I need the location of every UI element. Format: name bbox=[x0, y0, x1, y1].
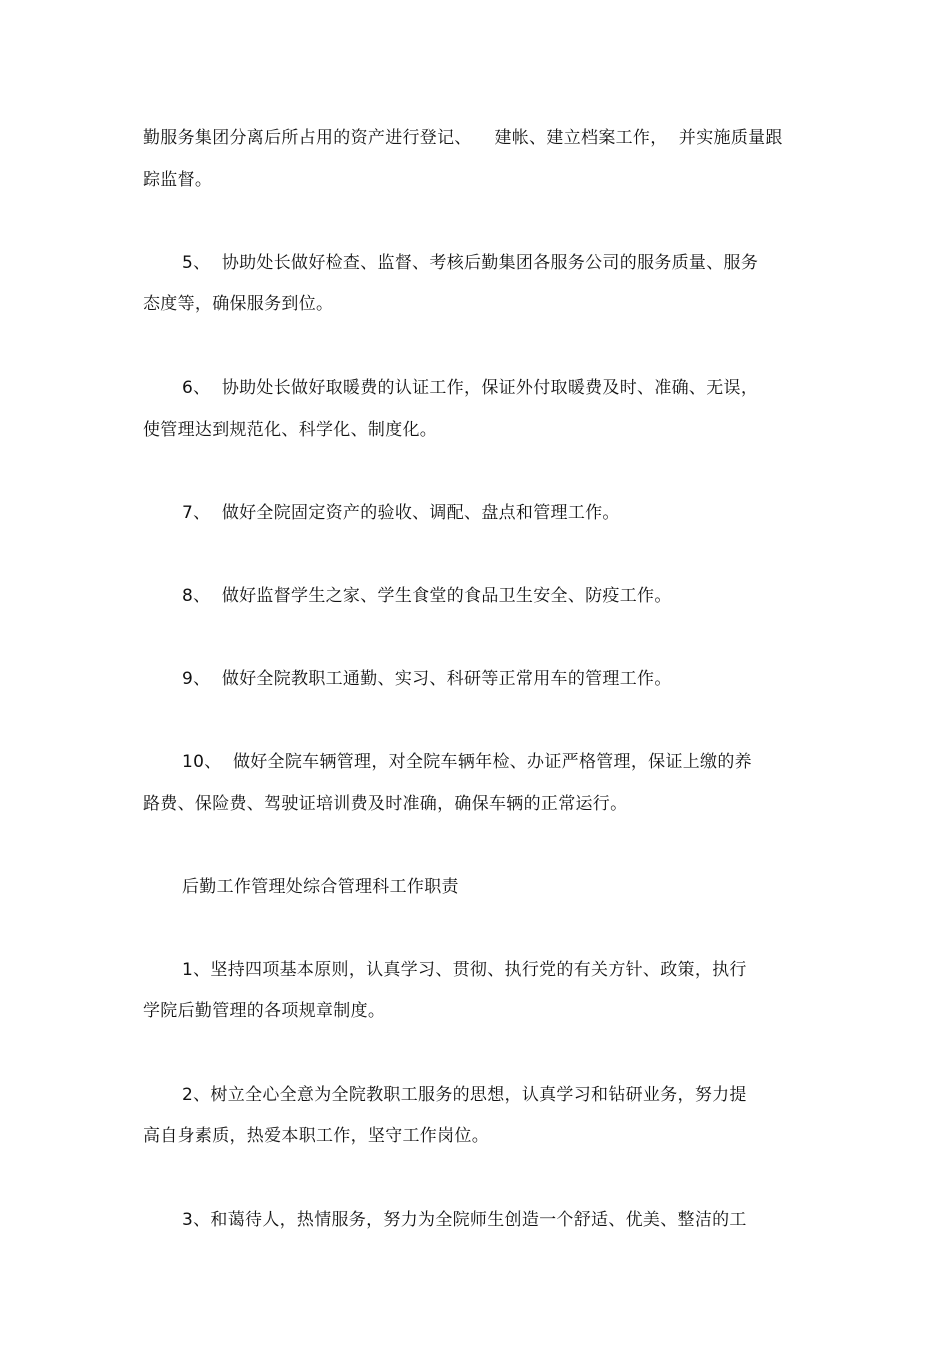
paragraph-line: 使管理达到规范化、科学化、制度化。 bbox=[143, 420, 438, 440]
paragraph-line: 10、 做好全院车辆管理，对全院车辆年检、办证严格管理，保证上缴的养 bbox=[182, 752, 752, 772]
paragraph-line: 3、和蔼待人，热情服务，努力为全院师生创造一个舒适、优美、整洁的工 bbox=[182, 1210, 747, 1230]
paragraph-line: 8、 做好监督学生之家、学生食堂的食品卫生安全、防疫工作。 bbox=[182, 586, 672, 606]
paragraph-line: 9、 做好全院教职工通勤、实习、科研等正常用车的管理工作。 bbox=[182, 669, 672, 689]
paragraph-line: 踪监督。 bbox=[143, 170, 213, 190]
paragraph-line: 7、 做好全院固定资产的验收、调配、盘点和管理工作。 bbox=[182, 503, 620, 523]
paragraph-line: 5、 协助处长做好检查、监督、考核后勤集团各服务公司的服务质量、服务 bbox=[182, 253, 759, 273]
paragraph-line: 2、树立全心全意为全院教职工服务的思想，认真学习和钻研业务，努力提 bbox=[182, 1085, 747, 1105]
paragraph-line: 态度等，确保服务到位。 bbox=[143, 294, 334, 314]
section-heading: 后勤工作管理处综合管理科工作职责 bbox=[182, 877, 459, 897]
paragraph-line: 学院后勤管理的各项规章制度。 bbox=[143, 1001, 386, 1021]
paragraph-line: 路费、保险费、驾驶证培训费及时准确，确保车辆的正常运行。 bbox=[143, 794, 628, 814]
paragraph-line: 勤服务集团分离后所占用的资产进行登记、 建帐、建立档案工作， 并实施质量跟 bbox=[143, 128, 783, 148]
paragraph-line: 1、坚持四项基本原则，认真学习、贯彻、执行党的有关方针、政策，执行 bbox=[182, 960, 747, 980]
paragraph-line: 6、 协助处长做好取暖费的认证工作，保证外付取暖费及时、准确、无误， bbox=[182, 378, 759, 398]
paragraph-line: 高自身素质，热爱本职工作，坚守工作岗位。 bbox=[143, 1126, 489, 1146]
